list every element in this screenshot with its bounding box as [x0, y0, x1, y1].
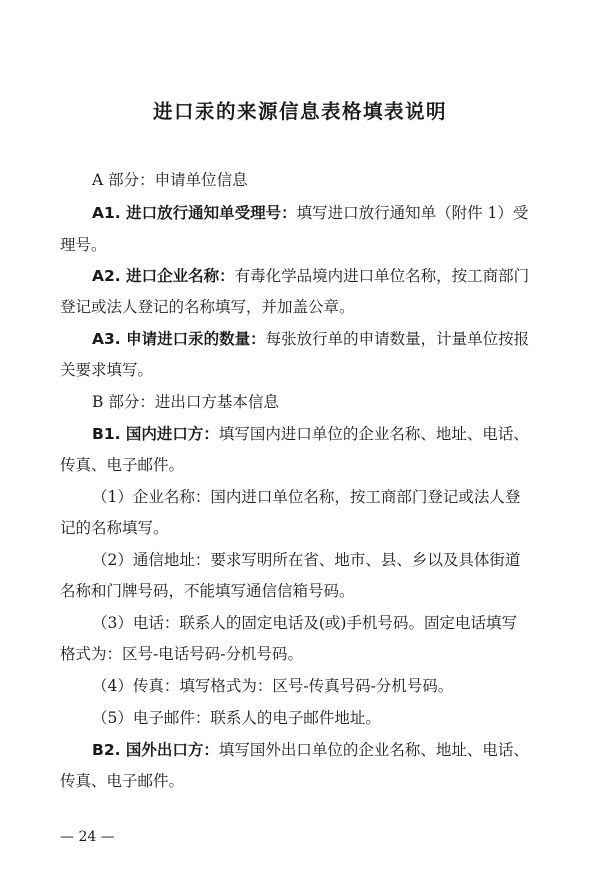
b1-item-3-line1: （3）电话：联系人的固定电话及(或)手机号码。固定电话填写 — [92, 614, 517, 632]
b1-item-5-line1: （5）电子邮件：联系人的电子邮件地址。 — [92, 709, 381, 727]
b1-text: 填写国内进口单位的企业名称、地址、电话、 — [218, 425, 529, 443]
b2-label: B2. 国外出口方： — [92, 741, 219, 759]
b1-item-4-line1: （4）传真：填写格式为：区号-传真号码-分机号码。 — [92, 677, 454, 695]
section-b-heading: B 部分：进出口方基本信息 — [92, 393, 279, 411]
b1-item-2-line2: 名称和门牌号码，不能填写通信信箱号码。 — [60, 582, 355, 600]
a2-paragraph-line1 — [92, 266, 529, 286]
a3-label: A3. 申请进口汞的数量： — [92, 330, 266, 348]
a3-text: 每张放行单的申请数量，计量单位按报 — [265, 330, 530, 348]
b1-item-2-line1: （2）通信地址：要求写明所在省、地市、县、乡以及具体街道 — [92, 551, 521, 569]
b1-text-line2: 传真、电子邮件。 — [60, 456, 185, 474]
b2-paragraph-line1 — [92, 740, 529, 760]
page-number: — 24 — — [60, 829, 115, 845]
a2-label: A2. 进口企业名称： — [92, 267, 235, 285]
a1-label: A1. 进口放行通知单受理号： — [92, 204, 297, 222]
b1-item-3-line2: 格式为：区号-电话号码-分机号码。 — [60, 645, 303, 663]
b1-label: B1. 国内进口方： — [92, 425, 219, 443]
a1-text: 填写进口放行通知单（附件 1）受 — [296, 204, 529, 222]
a2-text: 有毒化学品境内进口单位名称，按工商部门 — [234, 267, 530, 285]
a3-text-line2: 关要求填写。 — [60, 361, 154, 379]
section-a-heading: A 部分：申请单位信息 — [92, 171, 248, 189]
page-title: 进口汞的来源信息表格填表说明 — [152, 100, 447, 123]
b1-item-1-line1: （1）企业名称：国内进口单位名称，按工商部门登记或法人登 — [92, 488, 521, 506]
b1-paragraph-line1 — [92, 424, 529, 444]
b1-item-1-line2: 记的名称填写。 — [60, 519, 169, 537]
b2-text-line2: 传真、电子邮件。 — [60, 772, 185, 790]
a2-text-line2: 登记或法人登记的名称填写，并加盖公章。 — [60, 298, 355, 316]
a1-paragraph-line1 — [92, 203, 528, 223]
a3-paragraph-line1 — [92, 329, 529, 349]
a1-text-line2: 理号。 — [60, 236, 107, 254]
b2-text: 填写国外出口单位的企业名称、地址、电话、 — [218, 741, 529, 759]
